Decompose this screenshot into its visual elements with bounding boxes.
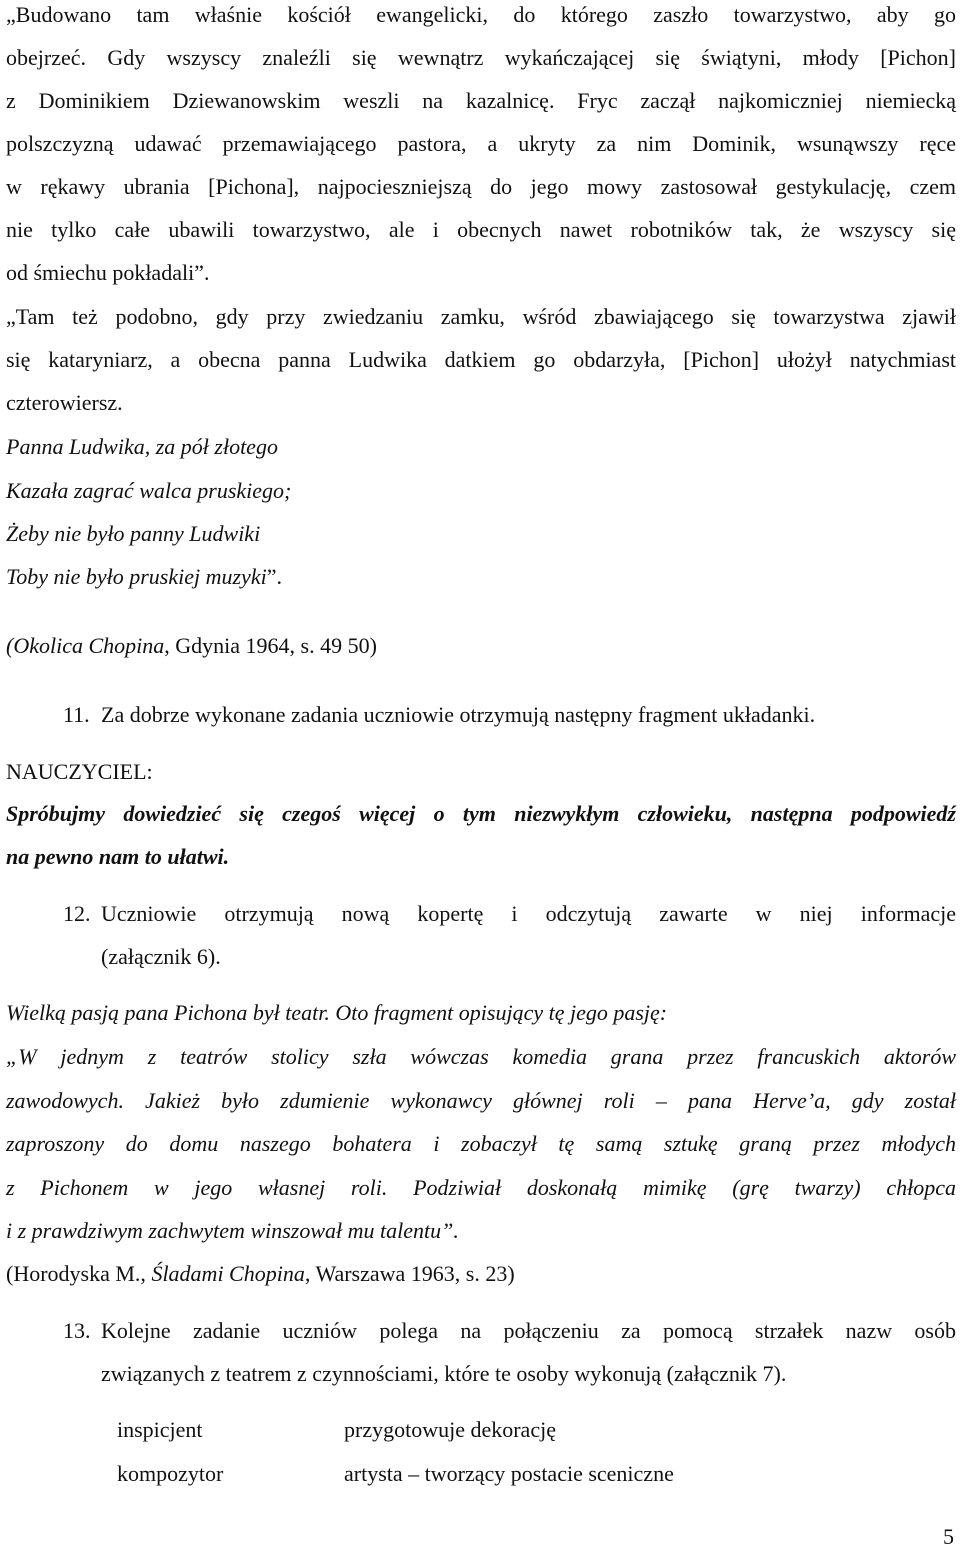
item-text: Kolejne zadanie uczniów polega na połączeniu za pomocą strzałek nazw osób [101, 1318, 956, 1343]
item-number: 11. [63, 702, 90, 727]
item-text: związanych z teatrem z czynnościami, które te osoby wykonują (załącznik 7). [101, 1361, 787, 1386]
poem-line: Żeby nie było panny Ludwiki [6, 521, 261, 546]
page-number: 5 [943, 1524, 954, 1549]
text-line: się kataryniarz, a obecna panna Ludwika datkiem go obdarzyła, [Pichon] ułożył natychmiast [6, 347, 956, 372]
text-line: obejrzeć. Gdy wszyscy znaleźli się wewnątrz wykańczającej się świątyni, młody [Pichon] [6, 45, 956, 70]
quote-line: zawodowych. Jakież było zdumienie wykonawcy głównej roli – pana Herve’a, gdy został [6, 1088, 956, 1113]
citation-sladami [6, 1259, 956, 1289]
matching-person: inspicjent [117, 1417, 203, 1442]
citation-paren: ( [6, 633, 14, 658]
item-text: (załącznik 6). [101, 944, 221, 969]
citation-okolica [6, 631, 956, 661]
text-line: od śmiechu pokładali”. [6, 260, 210, 285]
text-line: w rękawy ubrania [Pichona], najpocieszniejszą do jego mowy zastosował gestykulację, czem [6, 174, 956, 199]
citation-rest: , Gdynia 1964, s. 49 50) [164, 633, 377, 658]
citation-title: Śladami Chopina [151, 1261, 305, 1286]
quote-line: „W jednym z teatrów stolicy szła wówczas komedia grana przez francuskich aktorów [6, 1044, 956, 1069]
matching-activity: przygotowuje dekorację [344, 1417, 556, 1442]
poem-line: Toby nie było pruskiej muzyki [6, 564, 267, 589]
text-line: polszczyzną udawać przemawiającego pastora, a ukryty za nim Dominik, wsunąwszy ręce [6, 131, 956, 156]
text-line: „Tam też podobno, gdy przy zwiedzaniu zamku, wśród zbawiającego się towarzystwa zjawił [6, 304, 956, 329]
poem-closing: ”. [266, 564, 282, 589]
text-line: „Budowano tam właśnie kościół ewangelicki, do którego zaszło towarzystwo, aby go [6, 2, 956, 27]
item-number: 13. [63, 1318, 91, 1343]
matching-person: kompozytor [117, 1461, 224, 1486]
teacher-line: na pewno nam to ułatwi. [6, 844, 230, 869]
poem-line: Kazała zagrać walca pruskiego; [6, 478, 292, 503]
item-text: Uczniowie otrzymują nową kopertę i odczytują zawarte w niej informacje [101, 901, 956, 926]
text-line: nie tylko całe ubawili towarzystwo, ale i obecnych nawet robotników tak, że wszyscy się [6, 217, 956, 242]
item-number: 12. [63, 901, 91, 926]
theatre-intro: Wielką pasją pana Pichona był teatr. Oto fragment opisujący tę jego pasję: [6, 1000, 668, 1025]
matching-activity: artysta – tworzący postacie sceniczne [344, 1461, 674, 1486]
item-text: Za dobrze wykonane zadania uczniowie otrzymują następny fragment układanki. [101, 702, 816, 727]
quote-line: zaproszony do domu naszego bohatera i zobaczył tę samą sztukę graną przez młodych [6, 1131, 956, 1156]
citation-title: Okolica Chopina [13, 633, 165, 658]
text-line: czterowiersz. [6, 390, 123, 415]
teacher-line: Spróbujmy dowiedzieć się czegoś więcej o tym niezwykłym człowieku, następna podpowiedź [6, 801, 956, 826]
quote-line: z Pichonem w jego własnej roli. Podziwiał doskonałą mimikę (grę twarzy) chłopca [6, 1175, 956, 1200]
poem-line: Panna Ludwika, za pół złotego [6, 434, 278, 459]
citation-author: (Horodyska M., [6, 1261, 152, 1286]
citation-rest: , Warszawa 1963, s. 23) [304, 1261, 515, 1286]
poem-line-last [6, 562, 956, 592]
quote-line: i z prawdziwym zachwytem winszował mu talentu”. [6, 1218, 459, 1243]
teacher-label: NAUCZYCIEL: [6, 759, 153, 784]
text-line: z Dominikiem Dziewanowskim weszli na kazalnicę. Fryc zaczął najkomiczniej niemiecką [6, 88, 956, 113]
